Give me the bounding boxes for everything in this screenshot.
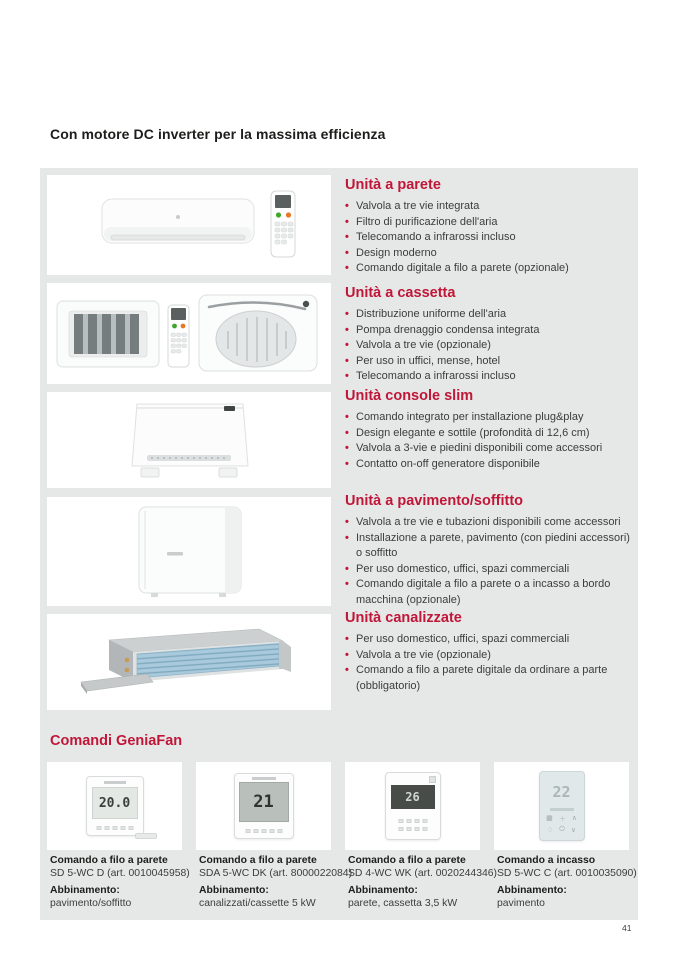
section-heading: Unità a pavimento/soffitto	[345, 493, 524, 509]
section-heading: Unità canalizzate	[345, 610, 462, 626]
controller-title: Comando a incasso	[497, 855, 596, 866]
page-title: Con motore DC inverter per la massima efficienza	[50, 126, 386, 142]
bullet-item: • Per uso domestico, uffici, spazi commerciali	[345, 562, 633, 578]
abbinamento-label: Abbinamento:	[199, 885, 269, 896]
bullet-item: • Comando a filo a parete digitale da ordinare a parte (obbligatorio)	[345, 663, 633, 694]
controller-display: 20.0	[92, 787, 138, 819]
abbinamento-label: Abbinamento:	[348, 885, 418, 896]
controller-caption	[348, 854, 497, 910]
controller-image-box	[47, 762, 182, 850]
controller-code: SDA 5-WC DK (art. 8000022084)	[199, 868, 353, 879]
floor-ceiling-image-box	[47, 497, 331, 606]
bullet-item: • Design moderno	[345, 246, 633, 262]
bullet-item: • Telecomando a infrarossi incluso	[345, 230, 633, 246]
bullet-item: • Per uso in uffici, mense, hotel	[345, 354, 633, 370]
controller-title: Comando a filo a parete	[199, 855, 317, 866]
abbinamento-label: Abbinamento:	[50, 885, 120, 896]
bullet-list	[345, 307, 633, 385]
abbinamento-value: canalizzati/cassette 5 kW	[199, 898, 316, 909]
wall-control-sd4wcwk-illustration	[385, 772, 441, 840]
section-cassetta	[345, 285, 633, 385]
bullet-item: • Valvola a tre vie integrata	[345, 199, 633, 215]
bullet-item: • Valvola a 3-vie e piedini disponibili come accessori	[345, 441, 633, 457]
controller-image-box	[494, 762, 629, 850]
ducted-unit-illustration	[47, 614, 331, 710]
ducted-unit-image-box	[47, 614, 331, 710]
bullet-item: • Filtro di purificazione dell'aria	[345, 215, 633, 231]
bullet-list	[345, 515, 633, 608]
recessed-control-sd5wcc-illustration: 22 ▦ ＋ ∧ ♢ ⏻ ∨	[539, 771, 585, 841]
section-heading: Unità console slim	[345, 388, 474, 404]
bullet-list	[345, 199, 633, 277]
section-heading: Unità a cassetta	[345, 285, 456, 301]
section-pavimento-soffitto	[345, 493, 633, 608]
controller-code: SD 5-WC C (art. 0010035090)	[497, 868, 637, 879]
controller-display: 22	[552, 783, 571, 801]
console-slim-illustration	[47, 392, 331, 488]
section-console	[345, 388, 633, 472]
controller-caption	[497, 854, 643, 910]
bullet-item: • Contatto on-off generatore disponibile	[345, 457, 633, 473]
abbinamento-value: pavimento/soffitto	[50, 898, 132, 909]
bullet-item: • Design elegante e sottile (profondità di 12,6 cm)	[345, 426, 633, 442]
bullet-list	[345, 410, 633, 472]
section-canalizzate	[345, 610, 633, 694]
bullet-item: • Pompa drenaggio condensa integrata	[345, 323, 633, 339]
wall-control-sd5wcd-illustration	[86, 776, 144, 836]
controller-title: Comando a filo a parete	[50, 855, 168, 866]
controller-image-box	[196, 762, 331, 850]
bullet-item: • Valvola a tre vie (opzionale)	[345, 648, 633, 664]
bullet-item: • Valvola a tre vie e tubazioni disponibili come accessori	[345, 515, 633, 531]
section-wall	[345, 177, 633, 277]
bullet-item: • Comando integrato per installazione plug&play	[345, 410, 633, 426]
abbinamento-value: parete, cassetta 3,5 kW	[348, 898, 458, 909]
controller-caption	[50, 854, 196, 910]
wall-unit-with-remote-illustration	[47, 175, 331, 275]
comandi-geniafan-heading: Comandi GeniaFan	[50, 733, 183, 749]
controller-code: SD 5-WC D (art. 0010045958)	[50, 868, 190, 879]
controller-image-box	[345, 762, 480, 850]
abbinamento-value: pavimento	[497, 898, 545, 909]
bullet-list	[345, 632, 633, 694]
bullet-item: • Distribuzione uniforme dell'aria	[345, 307, 633, 323]
wall-control-sda5wcdk-illustration	[234, 773, 294, 839]
cassette-units-with-remote-illustration	[47, 283, 331, 384]
bullet-item: • Installazione a parete, pavimento (con piedini accessori) o soffitto	[345, 531, 633, 562]
content-panel	[40, 168, 638, 920]
bullet-item: • Per uso domestico, uffici, spazi commerciali	[345, 632, 633, 648]
bullet-item: • Comando digitale a filo a parete (opzionale)	[345, 261, 633, 277]
controller-display: 21	[239, 782, 289, 822]
abbinamento-label: Abbinamento:	[497, 885, 567, 896]
controller-stand	[135, 833, 157, 839]
controller-code: SD 4-WC WK (art. 0020244346)	[348, 868, 497, 879]
page-number: 41	[622, 923, 632, 933]
section-heading: Unità a parete	[345, 177, 441, 193]
bullet-item: • Comando digitale a filo a parete o a incasso a bordo macchina (opzionale)	[345, 577, 633, 608]
bullet-item: • Telecomando a infrarossi incluso	[345, 369, 633, 385]
wall-unit-image-box	[47, 175, 331, 275]
cassette-unit-image-box	[47, 283, 331, 384]
controller-display: 26	[391, 785, 435, 809]
console-slim-image-box	[47, 392, 331, 488]
controller-caption	[199, 854, 353, 910]
floor-ceiling-unit-illustration	[47, 497, 331, 606]
controller-title: Comando a filo a parete	[348, 855, 466, 866]
bullet-item: • Valvola a tre vie (opzionale)	[345, 338, 633, 354]
